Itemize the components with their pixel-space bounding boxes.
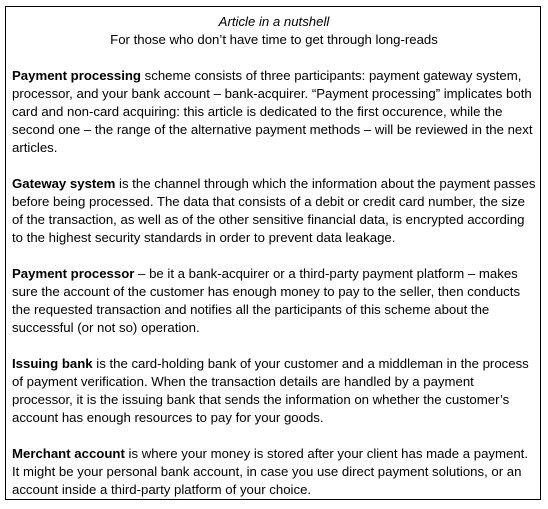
section-text: is the card-holding bank of your customer and a middleman in the process of payment verification. When the transaction details are handled by a payment processor, it is the issuing bank that sends the information on whether the customer’s account has enough resources to pay for your goods. (12, 356, 529, 425)
section-term: Issuing bank (12, 356, 93, 371)
section-merchant-account (12, 445, 536, 499)
section-text: is where your money is stored after your client has made a payment. It might be your personal bank account, in case you use direct payment solutions, or an account inside a third-party platform of your choice. (12, 446, 528, 497)
section-term: Gateway system (12, 176, 116, 191)
article-subtitle: For those who don’t have time to get through long-reads (110, 32, 438, 47)
section-issuing-bank (12, 355, 536, 427)
section-text: is the channel through which the information about the payment passes before being processed. The data that consists of a debit or credit card number, the size of the transaction, as well as of the other sensitive financial data, is encrypted according to the highest security standards in order to prevent data leakage. (12, 176, 536, 245)
article-title: Article in a nutshell (218, 14, 330, 29)
section-text: – be it a bank-acquirer or a third-party payment platform – makes sure the account of the customer has enough money to pay to the seller, then conducts the requested transaction and notifies all the participants of this scheme about the successful (or not so) operation. (12, 266, 521, 335)
section-gateway-system (12, 175, 536, 247)
section-term: Merchant account (12, 446, 125, 461)
article-header (12, 13, 536, 49)
section-term: Payment processor (12, 266, 135, 281)
section-payment-processor (12, 265, 536, 337)
section-term: Payment processing (12, 68, 141, 83)
section-text: scheme consists of three participants: payment gateway system, processor, and your bank account – bank-acquirer. “Payment processing” implicates both card and non-card acquiring: this article is dedicated to the first occurence, while the second one – the range of the alternative payment methods – will be reviewed in the next articles. (12, 68, 533, 155)
section-payment-processing (12, 67, 536, 157)
article-summary-box (5, 6, 541, 500)
